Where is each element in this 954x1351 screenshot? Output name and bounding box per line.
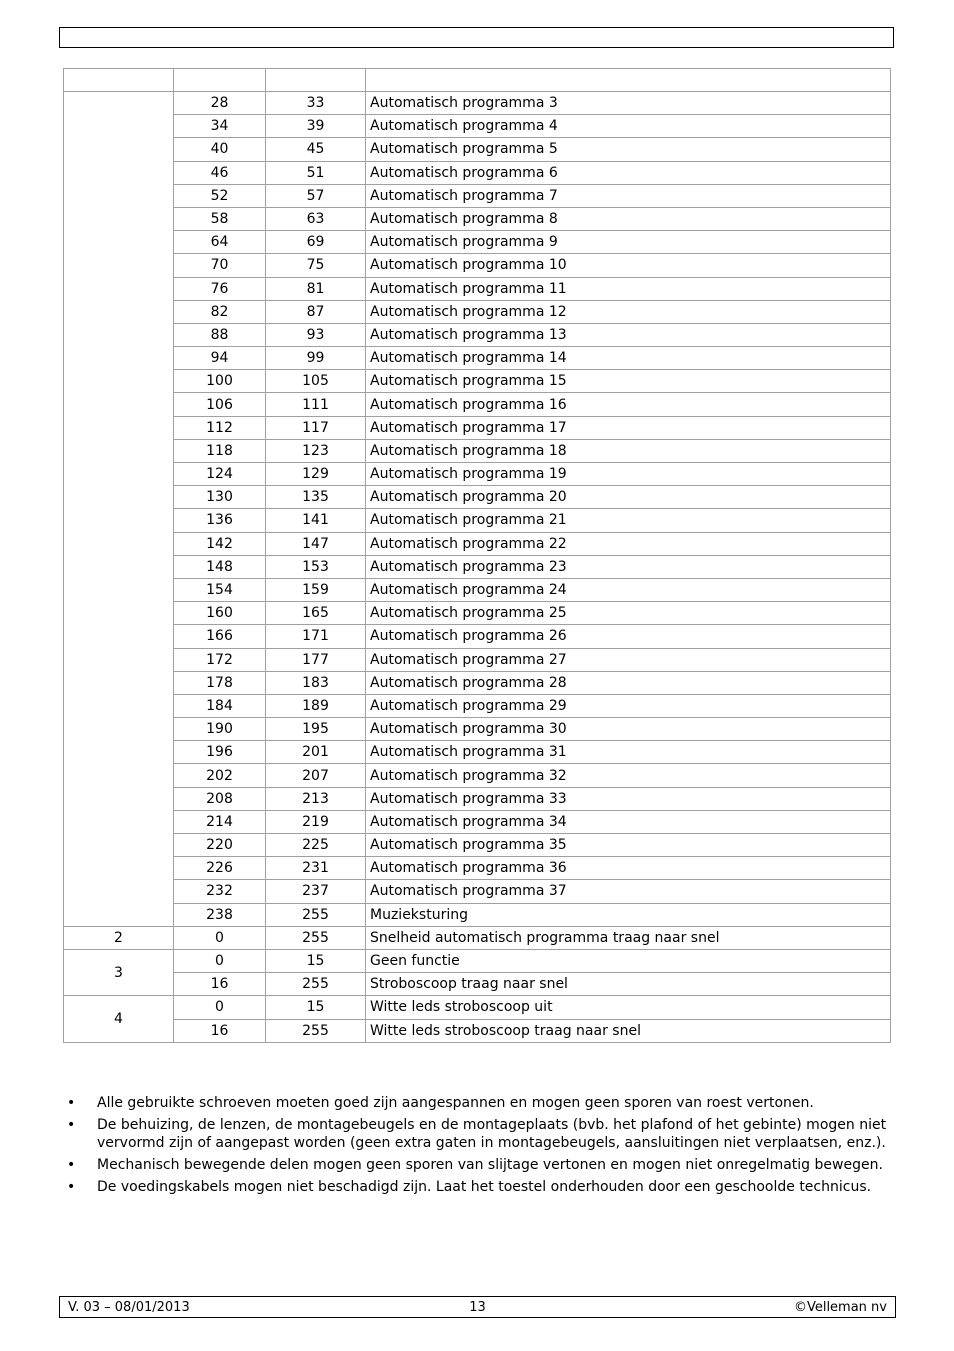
range-from-cell: 160 bbox=[174, 602, 266, 625]
table-row bbox=[64, 231, 891, 254]
table-row bbox=[64, 138, 891, 161]
range-from-cell: 166 bbox=[174, 625, 266, 648]
function-cell: Automatisch programma 5 bbox=[366, 138, 891, 161]
range-to-cell: 147 bbox=[266, 532, 366, 555]
table-row bbox=[64, 671, 891, 694]
range-to-cell: 123 bbox=[266, 439, 366, 462]
table-header-row bbox=[64, 69, 891, 92]
range-to-cell: 225 bbox=[266, 834, 366, 857]
range-to-cell: 159 bbox=[266, 578, 366, 601]
range-to-cell: 105 bbox=[266, 370, 366, 393]
header-cell-function bbox=[366, 69, 891, 92]
function-cell: Automatisch programma 15 bbox=[366, 370, 891, 393]
range-to-cell: 153 bbox=[266, 555, 366, 578]
range-from-cell: 202 bbox=[174, 764, 266, 787]
range-from-cell: 16 bbox=[174, 973, 266, 996]
table-row bbox=[64, 648, 891, 671]
table-row bbox=[64, 184, 891, 207]
range-from-cell: 154 bbox=[174, 578, 266, 601]
range-from-cell: 100 bbox=[174, 370, 266, 393]
function-cell: Automatisch programma 25 bbox=[366, 602, 891, 625]
footer-version: V. 03 – 08/01/2013 bbox=[68, 1300, 190, 1315]
table-row bbox=[64, 439, 891, 462]
range-to-cell: 93 bbox=[266, 323, 366, 346]
range-to-cell: 255 bbox=[266, 973, 366, 996]
function-cell: Automatisch programma 3 bbox=[366, 92, 891, 115]
function-cell: Automatisch programma 22 bbox=[366, 532, 891, 555]
table-row bbox=[64, 973, 891, 996]
function-cell: Snelheid automatisch programma traag naar snel bbox=[366, 926, 891, 949]
range-from-cell: 124 bbox=[174, 463, 266, 486]
list-item bbox=[63, 1178, 893, 1196]
range-from-cell: 136 bbox=[174, 509, 266, 532]
range-from-cell: 106 bbox=[174, 393, 266, 416]
range-from-cell: 40 bbox=[174, 138, 266, 161]
function-cell: Geen functie bbox=[366, 949, 891, 972]
table-row bbox=[64, 207, 891, 230]
table-row bbox=[64, 509, 891, 532]
range-to-cell: 63 bbox=[266, 207, 366, 230]
table-row bbox=[64, 857, 891, 880]
range-to-cell: 69 bbox=[266, 231, 366, 254]
function-cell: Automatisch programma 30 bbox=[366, 718, 891, 741]
bullet-dot-icon: • bbox=[67, 1157, 76, 1173]
function-cell: Automatisch programma 8 bbox=[366, 207, 891, 230]
range-to-cell: 111 bbox=[266, 393, 366, 416]
range-to-cell: 201 bbox=[266, 741, 366, 764]
table-row bbox=[64, 996, 891, 1019]
table-row bbox=[64, 463, 891, 486]
function-cell: Automatisch programma 21 bbox=[366, 509, 891, 532]
table-row bbox=[64, 92, 891, 115]
function-cell: Automatisch programma 7 bbox=[366, 184, 891, 207]
bullet-text: De behuizing, de lenzen, de montagebeugels en de montageplaats (bvb. het plafond of het gebinte) mogen niet vervormd zijn of aangepast worden (geen extra gaten in montagebeugels, aansluitingen niet verplaatsen, enz.). bbox=[97, 1117, 887, 1151]
range-from-cell: 148 bbox=[174, 555, 266, 578]
function-cell: Automatisch programma 23 bbox=[366, 555, 891, 578]
footer-copyright: ©Velleman nv bbox=[793, 1300, 887, 1315]
range-to-cell: 207 bbox=[266, 764, 366, 787]
function-cell: Witte leds stroboscoop traag naar snel bbox=[366, 1019, 891, 1042]
channel-cell: 2 bbox=[64, 926, 174, 949]
range-to-cell: 117 bbox=[266, 416, 366, 439]
function-cell: Automatisch programma 14 bbox=[366, 347, 891, 370]
range-to-cell: 237 bbox=[266, 880, 366, 903]
table-row bbox=[64, 602, 891, 625]
range-to-cell: 33 bbox=[266, 92, 366, 115]
range-to-cell: 57 bbox=[266, 184, 366, 207]
function-cell: Automatisch programma 17 bbox=[366, 416, 891, 439]
range-to-cell: 183 bbox=[266, 671, 366, 694]
range-from-cell: 58 bbox=[174, 207, 266, 230]
function-cell: Automatisch programma 29 bbox=[366, 694, 891, 717]
table-row bbox=[64, 486, 891, 509]
dmx-table-body bbox=[64, 69, 891, 1043]
range-from-cell: 196 bbox=[174, 741, 266, 764]
table-row bbox=[64, 300, 891, 323]
function-cell: Automatisch programma 35 bbox=[366, 834, 891, 857]
footer-page-number: 13 bbox=[469, 1300, 486, 1315]
function-cell: Automatisch programma 36 bbox=[366, 857, 891, 880]
table-row bbox=[64, 903, 891, 926]
function-cell: Automatisch programma 28 bbox=[366, 671, 891, 694]
range-to-cell: 81 bbox=[266, 277, 366, 300]
bullet-text: Mechanisch bewegende delen mogen geen sporen van slijtage vertonen en mogen niet onregelmatig bewegen. bbox=[97, 1157, 883, 1173]
range-to-cell: 75 bbox=[266, 254, 366, 277]
table-row bbox=[64, 254, 891, 277]
range-from-cell: 226 bbox=[174, 857, 266, 880]
table-row bbox=[64, 787, 891, 810]
bullet-text: De voedingskabels mogen niet beschadigd zijn. Laat het toestel onderhouden door een geschoolde technicus. bbox=[97, 1179, 872, 1195]
function-cell: Automatisch programma 20 bbox=[366, 486, 891, 509]
range-to-cell: 255 bbox=[266, 903, 366, 926]
maintenance-bullet-list bbox=[63, 1094, 893, 1200]
function-cell: Automatisch programma 10 bbox=[366, 254, 891, 277]
range-from-cell: 214 bbox=[174, 810, 266, 833]
table-row bbox=[64, 393, 891, 416]
table-row bbox=[64, 370, 891, 393]
range-from-cell: 28 bbox=[174, 92, 266, 115]
bullet-dot-icon: • bbox=[67, 1095, 76, 1111]
channel-cell: 3 bbox=[64, 949, 174, 995]
table-row bbox=[64, 834, 891, 857]
list-item bbox=[63, 1116, 893, 1152]
function-cell: Stroboscoop traag naar snel bbox=[366, 973, 891, 996]
function-cell: Automatisch programma 34 bbox=[366, 810, 891, 833]
range-from-cell: 94 bbox=[174, 347, 266, 370]
dmx-channel-table bbox=[63, 68, 891, 1043]
range-to-cell: 177 bbox=[266, 648, 366, 671]
range-from-cell: 64 bbox=[174, 231, 266, 254]
table-row bbox=[64, 880, 891, 903]
table-row bbox=[64, 625, 891, 648]
function-cell: Automatisch programma 16 bbox=[366, 393, 891, 416]
range-from-cell: 220 bbox=[174, 834, 266, 857]
table-row bbox=[64, 810, 891, 833]
header-cell-from bbox=[174, 69, 266, 92]
function-cell: Automatisch programma 24 bbox=[366, 578, 891, 601]
function-cell: Muzieksturing bbox=[366, 903, 891, 926]
range-from-cell: 34 bbox=[174, 115, 266, 138]
channel-cell: 4 bbox=[64, 996, 174, 1042]
range-from-cell: 172 bbox=[174, 648, 266, 671]
function-cell: Automatisch programma 37 bbox=[366, 880, 891, 903]
bullet-dot-icon: • bbox=[67, 1179, 76, 1195]
header-cell-channel bbox=[64, 69, 174, 92]
function-cell: Witte leds stroboscoop uit bbox=[366, 996, 891, 1019]
range-to-cell: 45 bbox=[266, 138, 366, 161]
range-to-cell: 129 bbox=[266, 463, 366, 486]
range-from-cell: 0 bbox=[174, 949, 266, 972]
range-from-cell: 178 bbox=[174, 671, 266, 694]
table-row bbox=[64, 949, 891, 972]
range-from-cell: 232 bbox=[174, 880, 266, 903]
range-from-cell: 0 bbox=[174, 996, 266, 1019]
table-row bbox=[64, 926, 891, 949]
page-header-box bbox=[59, 27, 894, 48]
table-row bbox=[64, 532, 891, 555]
list-item bbox=[63, 1156, 893, 1174]
function-cell: Automatisch programma 11 bbox=[366, 277, 891, 300]
function-cell: Automatisch programma 13 bbox=[366, 323, 891, 346]
range-to-cell: 165 bbox=[266, 602, 366, 625]
range-to-cell: 231 bbox=[266, 857, 366, 880]
table-row bbox=[64, 115, 891, 138]
function-cell: Automatisch programma 9 bbox=[366, 231, 891, 254]
range-to-cell: 141 bbox=[266, 509, 366, 532]
function-cell: Automatisch programma 6 bbox=[366, 161, 891, 184]
function-cell: Automatisch programma 12 bbox=[366, 300, 891, 323]
range-to-cell: 15 bbox=[266, 949, 366, 972]
range-to-cell: 135 bbox=[266, 486, 366, 509]
range-from-cell: 70 bbox=[174, 254, 266, 277]
range-from-cell: 118 bbox=[174, 439, 266, 462]
table-row bbox=[64, 718, 891, 741]
page-footer bbox=[59, 1296, 896, 1318]
table-row bbox=[64, 416, 891, 439]
range-from-cell: 184 bbox=[174, 694, 266, 717]
range-to-cell: 99 bbox=[266, 347, 366, 370]
function-cell: Automatisch programma 26 bbox=[366, 625, 891, 648]
table-row bbox=[64, 161, 891, 184]
table-row bbox=[64, 741, 891, 764]
function-cell: Automatisch programma 31 bbox=[366, 741, 891, 764]
range-from-cell: 142 bbox=[174, 532, 266, 555]
function-cell: Automatisch programma 27 bbox=[366, 648, 891, 671]
range-to-cell: 39 bbox=[266, 115, 366, 138]
table-row bbox=[64, 1019, 891, 1042]
range-from-cell: 76 bbox=[174, 277, 266, 300]
range-from-cell: 46 bbox=[174, 161, 266, 184]
range-from-cell: 190 bbox=[174, 718, 266, 741]
range-from-cell: 88 bbox=[174, 323, 266, 346]
function-cell: Automatisch programma 4 bbox=[366, 115, 891, 138]
function-cell: Automatisch programma 18 bbox=[366, 439, 891, 462]
range-to-cell: 15 bbox=[266, 996, 366, 1019]
range-to-cell: 171 bbox=[266, 625, 366, 648]
range-from-cell: 16 bbox=[174, 1019, 266, 1042]
range-to-cell: 219 bbox=[266, 810, 366, 833]
range-to-cell: 51 bbox=[266, 161, 366, 184]
table-row bbox=[64, 323, 891, 346]
range-to-cell: 195 bbox=[266, 718, 366, 741]
bullet-text: Alle gebruikte schroeven moeten goed zijn aangespannen en mogen geen sporen van roest vertonen. bbox=[97, 1095, 814, 1111]
range-from-cell: 82 bbox=[174, 300, 266, 323]
table-row bbox=[64, 555, 891, 578]
range-to-cell: 213 bbox=[266, 787, 366, 810]
table-row bbox=[64, 277, 891, 300]
header-cell-to bbox=[266, 69, 366, 92]
range-from-cell: 52 bbox=[174, 184, 266, 207]
list-item bbox=[63, 1094, 893, 1112]
range-from-cell: 208 bbox=[174, 787, 266, 810]
range-from-cell: 238 bbox=[174, 903, 266, 926]
range-from-cell: 112 bbox=[174, 416, 266, 439]
table-row bbox=[64, 347, 891, 370]
range-from-cell: 130 bbox=[174, 486, 266, 509]
table-row bbox=[64, 578, 891, 601]
table-row bbox=[64, 694, 891, 717]
range-from-cell: 0 bbox=[174, 926, 266, 949]
function-cell: Automatisch programma 32 bbox=[366, 764, 891, 787]
function-cell: Automatisch programma 33 bbox=[366, 787, 891, 810]
channel-cell bbox=[64, 92, 174, 927]
range-to-cell: 189 bbox=[266, 694, 366, 717]
range-to-cell: 87 bbox=[266, 300, 366, 323]
bullet-dot-icon: • bbox=[67, 1117, 76, 1133]
table-row bbox=[64, 764, 891, 787]
range-to-cell: 255 bbox=[266, 1019, 366, 1042]
function-cell: Automatisch programma 19 bbox=[366, 463, 891, 486]
range-to-cell: 255 bbox=[266, 926, 366, 949]
